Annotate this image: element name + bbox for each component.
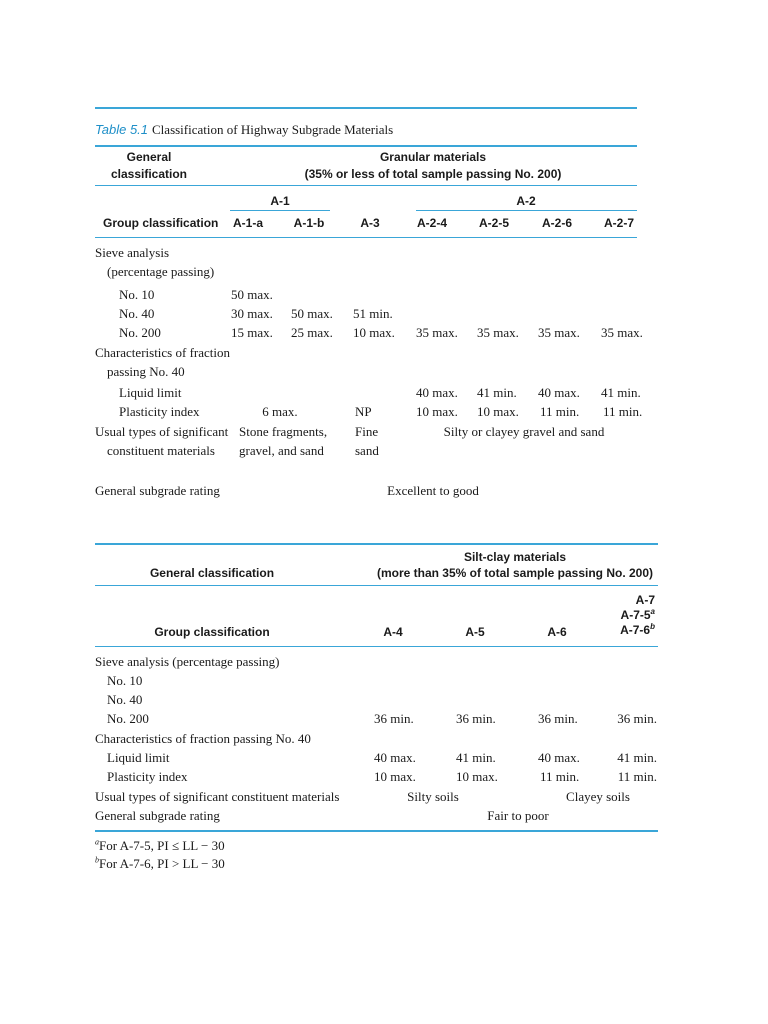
cell-types-a1-line1: Stone fragments, <box>239 424 328 439</box>
group-rule <box>95 237 637 238</box>
cell2-ll-a7: 41 min. <box>617 750 657 765</box>
general-classification-line1: General <box>126 150 172 164</box>
row-plasticity-index: Plasticity index <box>119 404 200 419</box>
siltclay-subheading: (more than 35% of total sample passing No. 200) <box>376 566 654 580</box>
cell-no200-a1b: 25 max. <box>291 325 333 340</box>
row2-plasticity-index: Plasticity index <box>107 769 188 784</box>
footnote-a-text: For A-7-5, PI ≤ LL − 30 <box>99 838 225 853</box>
granular-materials-heading: Granular materials <box>379 150 487 164</box>
group-classification-label: Group classification <box>103 216 219 230</box>
cell-pi-a25: 10 max. <box>477 404 519 419</box>
cell-types-a2: Silty or clayey gravel and sand <box>443 424 605 439</box>
row-constituent: constituent materials <box>107 443 215 458</box>
table-label: Table 5.1 <box>95 122 149 137</box>
row-char-fraction: Characteristics of fraction <box>95 345 230 360</box>
cell-no40-a1b: 50 max. <box>291 306 333 321</box>
cell-no200-a1a: 15 max. <box>231 325 273 340</box>
header-rule <box>95 185 637 186</box>
cell-pi-a27: 11 min. <box>603 404 643 419</box>
cell-no200-a24: 35 max. <box>416 325 458 340</box>
cell-no10-a1a: 50 max. <box>231 287 273 302</box>
row-no200: No. 200 <box>119 325 161 340</box>
cell2-pi-a4: 10 max. <box>374 769 416 784</box>
row2-sieve-analysis: Sieve analysis (percentage passing) <box>95 654 280 669</box>
part2-top-rule <box>95 543 658 545</box>
siltclay-heading: Silt-clay materials <box>463 550 567 564</box>
cell2-ll-a6: 40 max. <box>538 750 580 765</box>
cell-ll-a26: 40 max. <box>538 385 580 400</box>
cell-pi-a1: 6 max. <box>262 404 298 419</box>
cell-no40-a3: 51 min. <box>353 306 393 321</box>
cell-ll-a24: 40 max. <box>416 385 458 400</box>
footnote-a <box>95 839 225 852</box>
cell-ll-a27: 41 min. <box>601 385 641 400</box>
footnote-mark-b: b <box>650 622 655 631</box>
a2-span-rule <box>416 210 637 211</box>
cell2-pi-a7: 11 min. <box>617 769 657 784</box>
group-a5: A-5 <box>465 625 485 639</box>
cell-types-a3-line2: sand <box>355 443 379 458</box>
group-classification-label-2: Group classification <box>154 625 270 639</box>
footnote-b <box>95 857 225 870</box>
row-no40: No. 40 <box>119 306 155 321</box>
cell2-pi-a6: 11 min. <box>540 769 580 784</box>
group-a25: A-2-5 <box>478 216 510 230</box>
group-a24: A-2-4 <box>416 216 448 230</box>
row2-usual-types: Usual types of significant constituent materials <box>95 789 340 804</box>
row2-char-fraction: Characteristics of fraction passing No. 40 <box>95 731 311 746</box>
group-a1a: A-1-a <box>232 216 264 230</box>
cell-no200-a26: 35 max. <box>538 325 580 340</box>
cell2-no200-a5: 36 min. <box>456 711 496 726</box>
cell2-no200-a4: 36 min. <box>374 711 414 726</box>
row2-no200: No. 200 <box>107 711 149 726</box>
caption-rule <box>95 145 637 147</box>
table-caption <box>95 122 393 138</box>
a1-span-rule <box>230 210 330 211</box>
group-a27: A-2-7 <box>603 216 635 230</box>
footnote-a-mark: a <box>95 837 99 847</box>
group-a2-label: A-2 <box>516 194 536 208</box>
cell2-no200-a7: 36 min. <box>617 711 657 726</box>
cell2-types-silty: Silty soils <box>407 789 459 804</box>
cell2-rating: Fair to poor <box>487 808 549 823</box>
cell2-pi-a5: 10 max. <box>456 769 498 784</box>
cell-pi-a3: NP <box>355 404 372 419</box>
table-top-rule <box>95 107 637 109</box>
cell-types-a1-line2: gravel, and sand <box>239 443 324 458</box>
cell2-no200-a6: 36 min. <box>538 711 578 726</box>
general-classification-line2: classification <box>110 167 188 181</box>
group-a75-label: A-7-5 <box>620 608 651 622</box>
group-a75 <box>621 609 655 621</box>
cell-no200-a25: 35 max. <box>477 325 519 340</box>
row2-no10: No. 10 <box>107 673 143 688</box>
group-a6: A-6 <box>547 625 567 639</box>
row2-liquid-limit: Liquid limit <box>107 750 170 765</box>
row-no10: No. 10 <box>119 287 155 302</box>
group-a76-label: A-7-6 <box>620 623 651 637</box>
general-classification-2: General classification <box>149 566 275 580</box>
cell2-types-clayey: Clayey soils <box>566 789 630 804</box>
footnote-b-text: For A-7-6, PI > LL − 30 <box>99 856 225 871</box>
cell-no200-a27: 35 max. <box>601 325 643 340</box>
cell-no200-a3: 10 max. <box>353 325 395 340</box>
row-sieve-analysis: Sieve analysis <box>95 245 170 260</box>
row-usual-types: Usual types of significant <box>95 424 229 439</box>
row-percentage-passing: (percentage passing) <box>107 264 215 279</box>
row2-no40: No. 40 <box>107 692 143 707</box>
cell-pi-a26: 11 min. <box>540 404 580 419</box>
part2-header-rule <box>95 585 658 586</box>
group-a1-label: A-1 <box>270 194 290 208</box>
row-subgrade-rating: General subgrade rating <box>95 483 220 498</box>
footnote-mark-a: a <box>650 607 655 616</box>
group-a1b: A-1-b <box>293 216 325 230</box>
group-a76 <box>620 624 655 636</box>
row-liquid-limit: Liquid limit <box>119 385 182 400</box>
cell-ll-a25: 41 min. <box>477 385 517 400</box>
table-title: Classification of Highway Subgrade Materials <box>152 122 394 137</box>
footnote-b-mark: b <box>95 855 99 865</box>
group-a7: A-7 <box>635 593 655 607</box>
cell-rating-granular: Excellent to good <box>387 483 479 498</box>
group-a26: A-2-6 <box>541 216 573 230</box>
part2-group-rule <box>95 646 658 647</box>
cell2-ll-a4: 40 max. <box>374 750 416 765</box>
group-a4: A-4 <box>383 625 403 639</box>
part2-bottom-rule <box>95 830 658 832</box>
group-a3: A-3 <box>360 216 380 230</box>
row2-subgrade-rating: General subgrade rating <box>95 808 220 823</box>
cell-no40-a1a: 30 max. <box>231 306 273 321</box>
cell2-ll-a5: 41 min. <box>456 750 496 765</box>
granular-materials-subheading: (35% or less of total sample passing No. 200) <box>304 167 562 181</box>
cell-types-a3-line1: Fine <box>355 424 379 439</box>
row-passing-no40: passing No. 40 <box>107 364 185 379</box>
cell-pi-a24: 10 max. <box>416 404 458 419</box>
